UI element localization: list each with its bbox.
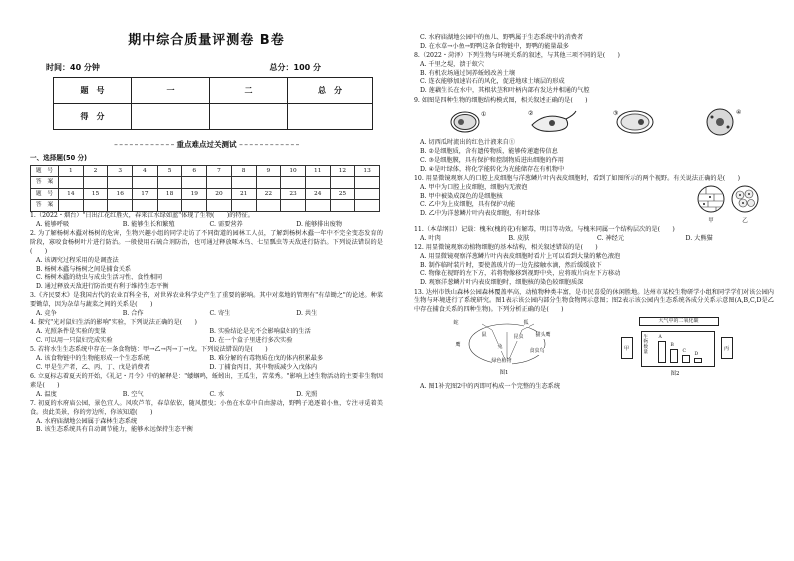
options bbox=[414, 235, 774, 244]
option[interactable]: A. 竞争 bbox=[36, 310, 57, 318]
answer-cell[interactable] bbox=[133, 177, 158, 189]
option[interactable]: C. 可以用一只鼠妇完成实验 bbox=[36, 336, 113, 344]
question bbox=[30, 319, 383, 345]
food-web-node: 蛇 bbox=[453, 319, 459, 326]
options bbox=[30, 310, 383, 319]
chart-bar-label: B bbox=[670, 342, 674, 348]
option[interactable]: D. 能够排出废物 bbox=[296, 221, 343, 229]
question-stem: 6. 立夏标志着夏天的开始，《礼记・月令》中的解释是："蝼蝈鸣，蚯蚓出，王瓜生，苦菜秀。"影响上述生物活动的主要非生物因素是( ) bbox=[30, 373, 383, 389]
option[interactable]: D. 通过释放天敌进行防治更有利于维持生态平衡 bbox=[36, 283, 169, 291]
right-column bbox=[414, 0, 774, 561]
food-web-node: 兔 bbox=[497, 343, 503, 350]
svg-text:①: ① bbox=[480, 111, 486, 119]
answer-cell[interactable] bbox=[182, 177, 207, 189]
question-number: 4 bbox=[133, 165, 158, 177]
food-web-node: 绿色植物 bbox=[491, 357, 512, 364]
answer-cell[interactable] bbox=[59, 200, 84, 212]
option[interactable]: A. 水府庙湖地公园属于森林生态系统 bbox=[36, 417, 138, 425]
svg-text:③: ③ bbox=[612, 110, 618, 118]
answer-cell[interactable] bbox=[330, 177, 355, 189]
option[interactable]: B. 甲中被染成深色的是细胞核 bbox=[420, 192, 503, 200]
food-web-node: 狐 bbox=[523, 319, 529, 326]
score-cell[interactable] bbox=[210, 103, 288, 129]
question bbox=[414, 226, 774, 244]
option[interactable]: D. 丁捕食丙目，其中物质减少入戊体内 bbox=[209, 363, 318, 371]
answer-cell[interactable] bbox=[330, 200, 355, 212]
answer-cell[interactable] bbox=[231, 177, 256, 189]
options bbox=[30, 418, 383, 436]
figure-caption: 图2 bbox=[670, 370, 680, 377]
option[interactable]: A. 叶肉 bbox=[420, 234, 441, 242]
option[interactable]: C. 连衣能够加速岩石的风化，促进地球土壤层的形成 bbox=[420, 78, 565, 86]
answer-cell[interactable] bbox=[256, 177, 281, 189]
section-heading: 一、选择题(50 分) bbox=[30, 154, 88, 163]
option[interactable]: C. 神经元 bbox=[597, 234, 625, 242]
question-number: 12 bbox=[330, 165, 355, 177]
answer-cell[interactable] bbox=[305, 177, 330, 189]
food-web-figure bbox=[452, 318, 562, 380]
options bbox=[30, 391, 383, 400]
food-web-node: 猫头鹰 bbox=[535, 331, 551, 338]
score-header-tihao: 题 号 bbox=[54, 77, 132, 103]
answer-cell[interactable] bbox=[108, 177, 133, 189]
option[interactable]: C. ③是细胞膜，具有保护和控制物质进出细胞的作用 bbox=[420, 156, 564, 164]
option[interactable]: B. ②是细胞质，含有遗传物质，能够传递遗传信息 bbox=[420, 148, 558, 156]
answer-grid-label: 答 案 bbox=[31, 200, 59, 212]
question-number: 23 bbox=[281, 188, 306, 200]
question-number: 24 bbox=[305, 188, 330, 200]
question-stem: 1.（2022・烟台）"日出江花红胜火，春来江水绿如蓝"体现了生物( )的特征。 bbox=[30, 212, 254, 220]
chart-bar bbox=[658, 341, 666, 363]
question-number: 9 bbox=[256, 165, 281, 177]
left-questions bbox=[30, 212, 383, 435]
question-number: 18 bbox=[157, 188, 182, 200]
ecosystem-figure bbox=[617, 317, 737, 381]
question bbox=[30, 230, 383, 292]
microscope-item bbox=[730, 184, 760, 226]
microscope-view-jia bbox=[696, 184, 726, 214]
total-label: 总分：100 分 bbox=[269, 63, 321, 73]
answer-cell[interactable] bbox=[83, 200, 108, 212]
right-questions bbox=[414, 34, 774, 392]
question-number: 22 bbox=[256, 188, 281, 200]
food-web-node: 昆虫 bbox=[513, 333, 524, 340]
food-web-node: 鼠 bbox=[481, 331, 487, 338]
options bbox=[414, 61, 774, 96]
question-stem: 2. 为了解杨树木蠹对杨树的危害，生物兴趣小组的同学走访了不同街道的园林工人员，了解到杨树木蠹一年中不完全变态发育的阶段，寡咬食杨树叶片进行防治。一般使用石硫合剂防治，也可通过释放啄木鸟、七星瓢虫等天敌进行防治。下列说法错误的是( ) bbox=[30, 230, 383, 255]
option-row bbox=[30, 337, 383, 346]
question-number: 1 bbox=[59, 165, 84, 177]
figure-top-box: 大气中的二氧化碳 bbox=[639, 317, 719, 326]
option[interactable]: B. 空气 bbox=[122, 390, 144, 398]
option[interactable]: B. 难分解的有毒物质在戊的体内积累最多 bbox=[209, 355, 324, 363]
left-column bbox=[30, 0, 383, 561]
options bbox=[414, 253, 774, 288]
option[interactable]: C. 杨树木蠹的幼虫与成虫生活习性、食性相同 bbox=[36, 274, 163, 282]
answer-cell[interactable] bbox=[59, 177, 84, 189]
microscope-item bbox=[696, 184, 726, 226]
options bbox=[30, 328, 383, 346]
option[interactable]: A. 能够呼吸 bbox=[36, 221, 70, 229]
question bbox=[30, 400, 383, 435]
option[interactable]: B. 合作 bbox=[122, 310, 144, 318]
svg-text:②: ② bbox=[527, 110, 533, 118]
question-number: 15 bbox=[83, 188, 108, 200]
question-number: 5 bbox=[157, 165, 182, 177]
question-stem: 7. 初夏的水府庙公园，景色宜人。风吹芦苇，春草依依，随风摆曳；小鱼在水草中自由游动，野鸭子追逐着小鱼，专注寻觅着美食。贵此美景，你的旁边所，你该知道( ) bbox=[30, 400, 383, 416]
question-number: 2 bbox=[83, 165, 108, 177]
option[interactable]: A. 该食物链中的生物能形成一个生态系统 bbox=[36, 355, 150, 363]
figure-chart-box bbox=[641, 331, 715, 367]
cell-figure bbox=[424, 107, 764, 137]
options bbox=[414, 34, 774, 52]
figure-side-box-bing: 丙 bbox=[721, 337, 733, 359]
score-header-total: 总 分 bbox=[288, 77, 373, 103]
chart-bar bbox=[682, 355, 690, 363]
microscope-view-yi bbox=[730, 184, 760, 214]
time-label: 时间：40 分钟 bbox=[46, 63, 100, 73]
option[interactable]: D. 莲藕生长在水中，其根状茎和叶柄内部有发达并相通的气腔 bbox=[420, 87, 590, 95]
option[interactable]: A. 切西瓜时流出的红色汁液来自① bbox=[420, 139, 516, 147]
options bbox=[414, 383, 774, 392]
question-with-figure bbox=[414, 184, 774, 226]
eco-figures bbox=[424, 317, 764, 381]
option[interactable]: B. 该生态系统具有自动调节能力，能够永远保持生态平衡 bbox=[36, 426, 193, 434]
question bbox=[414, 97, 774, 175]
option-row bbox=[30, 328, 383, 337]
option[interactable]: C. 物像在视野的左下方，若将物像移到视野中央，应将玻片向左下方移动 bbox=[420, 270, 621, 278]
question-stem: 10. 用显微镜观察人的口腔上皮细胞与洋葱鳞片叶内表皮细胞时，看到了如图所示的两个视野。有关说法正确的是( ) bbox=[414, 175, 741, 183]
answer-cell[interactable] bbox=[83, 177, 108, 189]
option[interactable]: D. 大熊猫 bbox=[685, 234, 713, 242]
score-header-1: 一 bbox=[132, 77, 210, 103]
question-stem: 11.（本草纲目）记载：槐米(槐的花)有解毒，明目等功效。与槐米同属一个结构层次的是( ) bbox=[414, 225, 675, 233]
question bbox=[414, 52, 774, 96]
score-header-2: 二 bbox=[210, 77, 288, 103]
option-row bbox=[30, 355, 383, 364]
option[interactable]: A. 图1补充图2中的丙即可构成一个完整的生态系统 bbox=[420, 382, 561, 390]
answer-grid-label: 题 号 bbox=[31, 165, 59, 177]
option[interactable]: D. 共生 bbox=[296, 310, 318, 318]
answer-cell[interactable] bbox=[207, 200, 232, 212]
food-web-node: 食虫鸟 bbox=[529, 347, 545, 354]
option[interactable]: D. 乙中为洋葱鳞片叶内表皮细胞，有叶绿体 bbox=[420, 210, 541, 218]
question-stem: 12. 用显微镜观察动植物细胞的基本结构，相关叙述错误的是( ) bbox=[414, 244, 598, 252]
option[interactable]: A. 光照条件是实验的变量 bbox=[36, 328, 107, 336]
question-number: 3 bbox=[108, 165, 133, 177]
answer-cell bbox=[355, 188, 380, 200]
question-stem: 8.（2022・菏泽）下列生物与环境关系的叙述，与其他三项不同的是( ) bbox=[414, 52, 620, 60]
question bbox=[414, 175, 774, 225]
answer-cell[interactable] bbox=[108, 200, 133, 212]
option[interactable]: D. 观察洋葱鳞片叶内表皮细胞时，细胞核的染色较细胞质深 bbox=[420, 279, 584, 287]
score-header-score: 得 分 bbox=[54, 103, 132, 129]
option[interactable]: B. 实验结论是光不会影响鼠妇的生活 bbox=[209, 328, 311, 336]
option[interactable]: B. 能够生长和繁殖 bbox=[122, 221, 175, 229]
microscope-figure bbox=[696, 184, 760, 226]
question-number: 6 bbox=[182, 165, 207, 177]
option[interactable]: D. ④是叶绿体，将化学能转化为光能储存在有机物中 bbox=[420, 165, 565, 173]
question-stem: 13. 达州市铁山森林公园森林覆盖率高，动植物种类丰富，是市民喜爱的休闲胜地。达州市某校生物研学小组和同学学们对该公园内生物与环境进行了系统研究。图1表示该公园内部分生物食物网示意图；图2表示该公园内生态系统各成分关系示意图(A,B,C,D是乙中存在捕食关系的四种生物)。下列分析正确的是( ) bbox=[414, 288, 774, 314]
answer-cell[interactable] bbox=[182, 200, 207, 212]
chart-bar-label: D bbox=[694, 351, 699, 357]
options bbox=[414, 139, 774, 174]
question-number: 21 bbox=[231, 188, 256, 200]
microscope-label: 乙 bbox=[742, 217, 748, 224]
answer-cell[interactable] bbox=[133, 200, 158, 212]
banner-text: 重点难点过关测试 bbox=[176, 139, 237, 149]
chart-bar bbox=[694, 358, 702, 363]
chart-bar-label: C bbox=[682, 348, 686, 354]
score-cell[interactable] bbox=[288, 103, 373, 129]
answer-cell[interactable] bbox=[231, 200, 256, 212]
question-number: 20 bbox=[207, 188, 232, 200]
chart-bar bbox=[670, 349, 678, 363]
question bbox=[414, 289, 774, 392]
answer-grid bbox=[30, 165, 380, 212]
option[interactable]: A. 该调究过程采用的是调查法 bbox=[36, 256, 119, 264]
answer-cell[interactable] bbox=[256, 200, 281, 212]
question bbox=[414, 34, 774, 52]
option[interactable]: D. 光照 bbox=[296, 390, 318, 398]
answer-grid-label: 答 案 bbox=[31, 177, 59, 189]
question-number: 10 bbox=[281, 165, 306, 177]
question bbox=[30, 212, 383, 230]
option[interactable]: C. 水府庙湖地公园中的鱼儿、野鸭属于生态系统中的消费者 bbox=[420, 34, 584, 41]
cell-diagram-4 bbox=[696, 107, 748, 137]
question bbox=[414, 244, 774, 288]
option[interactable]: C. 水 bbox=[209, 390, 225, 398]
question-number: 19 bbox=[182, 188, 207, 200]
exam-meta bbox=[46, 62, 321, 73]
answer-cell[interactable] bbox=[157, 200, 182, 212]
question-stem: 3.《齐民要术》是我国古代的农业百科全书，对世界农业科学史产生了重要的影响。其中对菜地的管理有"有草锄之"的论述。种菜要锄草，因为杂草与蔬菜之间的关系是( ) bbox=[30, 292, 383, 309]
question bbox=[30, 373, 383, 399]
option[interactable]: B. 制作临时装片时，要使盖玻片的一边先接触水滴，然后缓缓放下 bbox=[420, 261, 602, 269]
question-number: 11 bbox=[305, 165, 330, 177]
option[interactable]: A. 甲中为口腔上皮细胞，细胞内无液泡 bbox=[420, 183, 528, 191]
food-web-node: 鹰 bbox=[455, 341, 461, 348]
answer-cell[interactable] bbox=[281, 177, 306, 189]
question-stem: 4. 探究"光对鼠妇生活的影响"实验，下列说法正确的是( ) bbox=[30, 319, 197, 327]
question-stem: 9. 如图是四种生物的细胞结构模式图，相关叙述正确的是( ) bbox=[414, 96, 588, 104]
svg-text:④: ④ bbox=[735, 109, 741, 117]
score-cell[interactable] bbox=[132, 103, 210, 129]
answer-cell[interactable] bbox=[207, 177, 232, 189]
question-number: 14 bbox=[59, 188, 84, 200]
question-stem: 5. 若将水生生态系统中存在一条食物链：甲→乙→丙→丁→戊。下列说法错误的是( ) bbox=[30, 346, 268, 354]
score-table bbox=[53, 77, 373, 130]
options bbox=[30, 257, 383, 292]
cell-diagram-2 bbox=[526, 107, 578, 137]
question-number: 17 bbox=[133, 188, 158, 200]
option[interactable]: A. 千里之堤，溃于蚁穴 bbox=[420, 60, 485, 68]
option-row bbox=[30, 364, 383, 373]
cell-diagram-1 bbox=[441, 107, 493, 137]
answer-grid-label: 题 号 bbox=[31, 188, 59, 200]
exam-title: 期中综合质量评测卷 B卷 bbox=[128, 33, 285, 48]
answer-cell[interactable] bbox=[305, 200, 330, 212]
option[interactable]: B. 有机农场通过饲养蚯蚓改善土壤 bbox=[420, 69, 516, 77]
question-number: 8 bbox=[231, 165, 256, 177]
option[interactable]: A. 用显微镜观察洋葱鳞片叶内表皮细胞时看片上可以看到大量的紫色液泡 bbox=[420, 252, 621, 260]
options bbox=[414, 184, 696, 226]
option[interactable]: C. 寄生 bbox=[209, 310, 231, 318]
option[interactable]: B. 皮肤 bbox=[508, 234, 530, 242]
chart-bar-label: A bbox=[658, 334, 662, 340]
figure-caption: 图1 bbox=[499, 369, 509, 376]
cell-diagram-3 bbox=[611, 107, 663, 137]
question-number: 13 bbox=[355, 165, 380, 177]
option[interactable]: D. 在水草→小鱼→野鸭这条食物链中，野鸭的能量最多 bbox=[420, 42, 569, 50]
option[interactable]: B. 杨树木蠹与杨树之间是捕食关系 bbox=[36, 265, 132, 273]
microscope-label: 甲 bbox=[708, 217, 714, 224]
option[interactable]: D. 在一个盒子里进行多次实验 bbox=[209, 336, 293, 344]
option[interactable]: C. 需要营养 bbox=[209, 221, 243, 229]
question-number: 16 bbox=[108, 188, 133, 200]
option[interactable]: C. 乙中为上皮细胞，具有保护功能 bbox=[420, 201, 516, 209]
figure-side-box-jia: 甲 bbox=[621, 337, 633, 359]
question bbox=[30, 346, 383, 372]
section-banner: – – – – – – – – – – – – 重点难点过关测试 – – – – – – – – – – – – bbox=[114, 139, 299, 149]
question-number: 25 bbox=[330, 188, 355, 200]
chart-y-label: 生物数量 bbox=[643, 334, 648, 355]
options bbox=[30, 355, 383, 373]
answer-cell[interactable] bbox=[157, 177, 182, 189]
answer-cell[interactable] bbox=[281, 200, 306, 212]
question bbox=[30, 292, 383, 318]
answer-cell[interactable] bbox=[355, 177, 380, 189]
options bbox=[30, 221, 383, 230]
answer-cell[interactable] bbox=[355, 200, 380, 212]
question-number: 7 bbox=[207, 165, 232, 177]
option[interactable]: C. 甲是生产者，乙、丙、丁、戊是消费者 bbox=[36, 363, 150, 371]
option[interactable]: A. 温度 bbox=[36, 390, 57, 398]
